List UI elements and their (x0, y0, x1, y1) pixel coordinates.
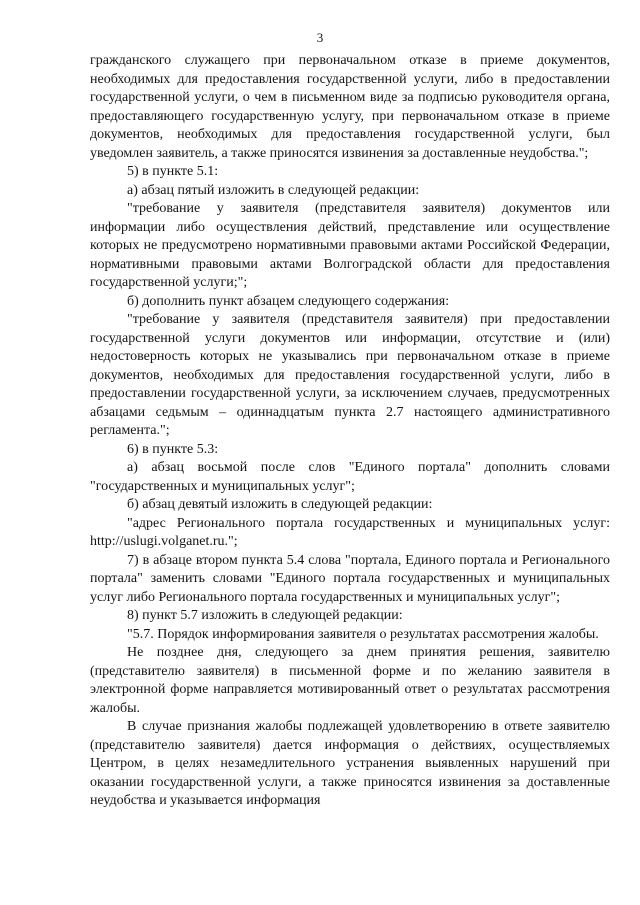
item-5-heading: 5) в пункте 5.1: (127, 164, 219, 179)
item-7: 7) в абзаце втором пункта 5.4 слова "портала, Единого портала и Регионального портала" заменить словами "Единого портала государственных и муниципальных услуг либо Регионального портала государственных и муниципальных услуг"; (90, 552, 610, 605)
item-6-heading: 6) в пункте 5.3: (127, 441, 219, 457)
subitem-6a: а) абзац восьмой после слов "Единого портала" дополнить словами "государственных и муниципальных услуг"; (90, 460, 610, 494)
clause-5-7-paragraph-2: В случае признания жалобы подлежащей удовлетворению в ответе заявителю (представителю заявителя) дается информация о действиях, осуществляемых Центром, в целях незамедлительного устранения выявленных нарушений при оказании государственной услуги, а также приносятся извинения за доставленные неудобства и указывается информация (90, 719, 610, 808)
quoted-text-6b: "адрес Регионального портала государственных и муниципальных услуг: http://uslugi.volganet.ru."; (90, 515, 610, 549)
subitem-6b: б) абзац девятый изложить в следующей редакции: (127, 497, 433, 512)
clause-5-7-paragraph-1: Не позднее дня, следующего за днем принятия решения, заявителю (представителю заявителя) в письменной форме и по желанию заявителя в электронной форме направляется мотивированный ответ о результатах рассмотрения жалобы. (90, 645, 610, 716)
page-number: 3 (316, 30, 324, 45)
paragraph-continuation: гражданского служащего при первоначальном отказе в приеме документов, необходимых для предоставления государственной услуги, либо в предоставлении государственной услуги, о чем в письменном виде за подписью руководителя органа, предоставляющего государственную услугу, при первоначальном отказе в приеме документов, необходимых для предоставления государственной услуги, был уведомлен заявитель, а также приносятся извинения за доставленные неудобства."; (90, 53, 610, 161)
document-body (90, 52, 610, 811)
quoted-text-5a: "требование у заявителя (представителя заявителя) документов или информации либо осуществления действий, представление или осуществление которых не предусмотрено нормативными правовыми актами Российской Федерации, нормативными правовыми актами Волгоградской области для предоставления государственной услуги;"; (90, 201, 610, 290)
subitem-5a: а) абзац пятый изложить в следующей редакции: (127, 182, 420, 198)
subitem-5b: б) дополнить пункт абзацем следующего содержания: (127, 293, 450, 309)
clause-5-7-title: "5.7. Порядок информирования заявителя о результатах рассмотрения жалобы. (127, 626, 599, 642)
quoted-text-5b: "требование у заявителя (представителя заявителя) при предоставлении государственной услуги документов или информации, отсутствие и (или) недостоверность которых не указывались при первоначальном отказе в приеме документов, необходимых для предоставления государственной услуги, либо в предоставлении государственной услуги, за исключением случаев, предусмотренных абзацами седьмым – одиннадцатым пункта 2.7 настоящего административного регламента."; (90, 312, 610, 438)
item-8-heading: 8) пункт 5.7 изложить в следующей редакции: (127, 608, 403, 623)
